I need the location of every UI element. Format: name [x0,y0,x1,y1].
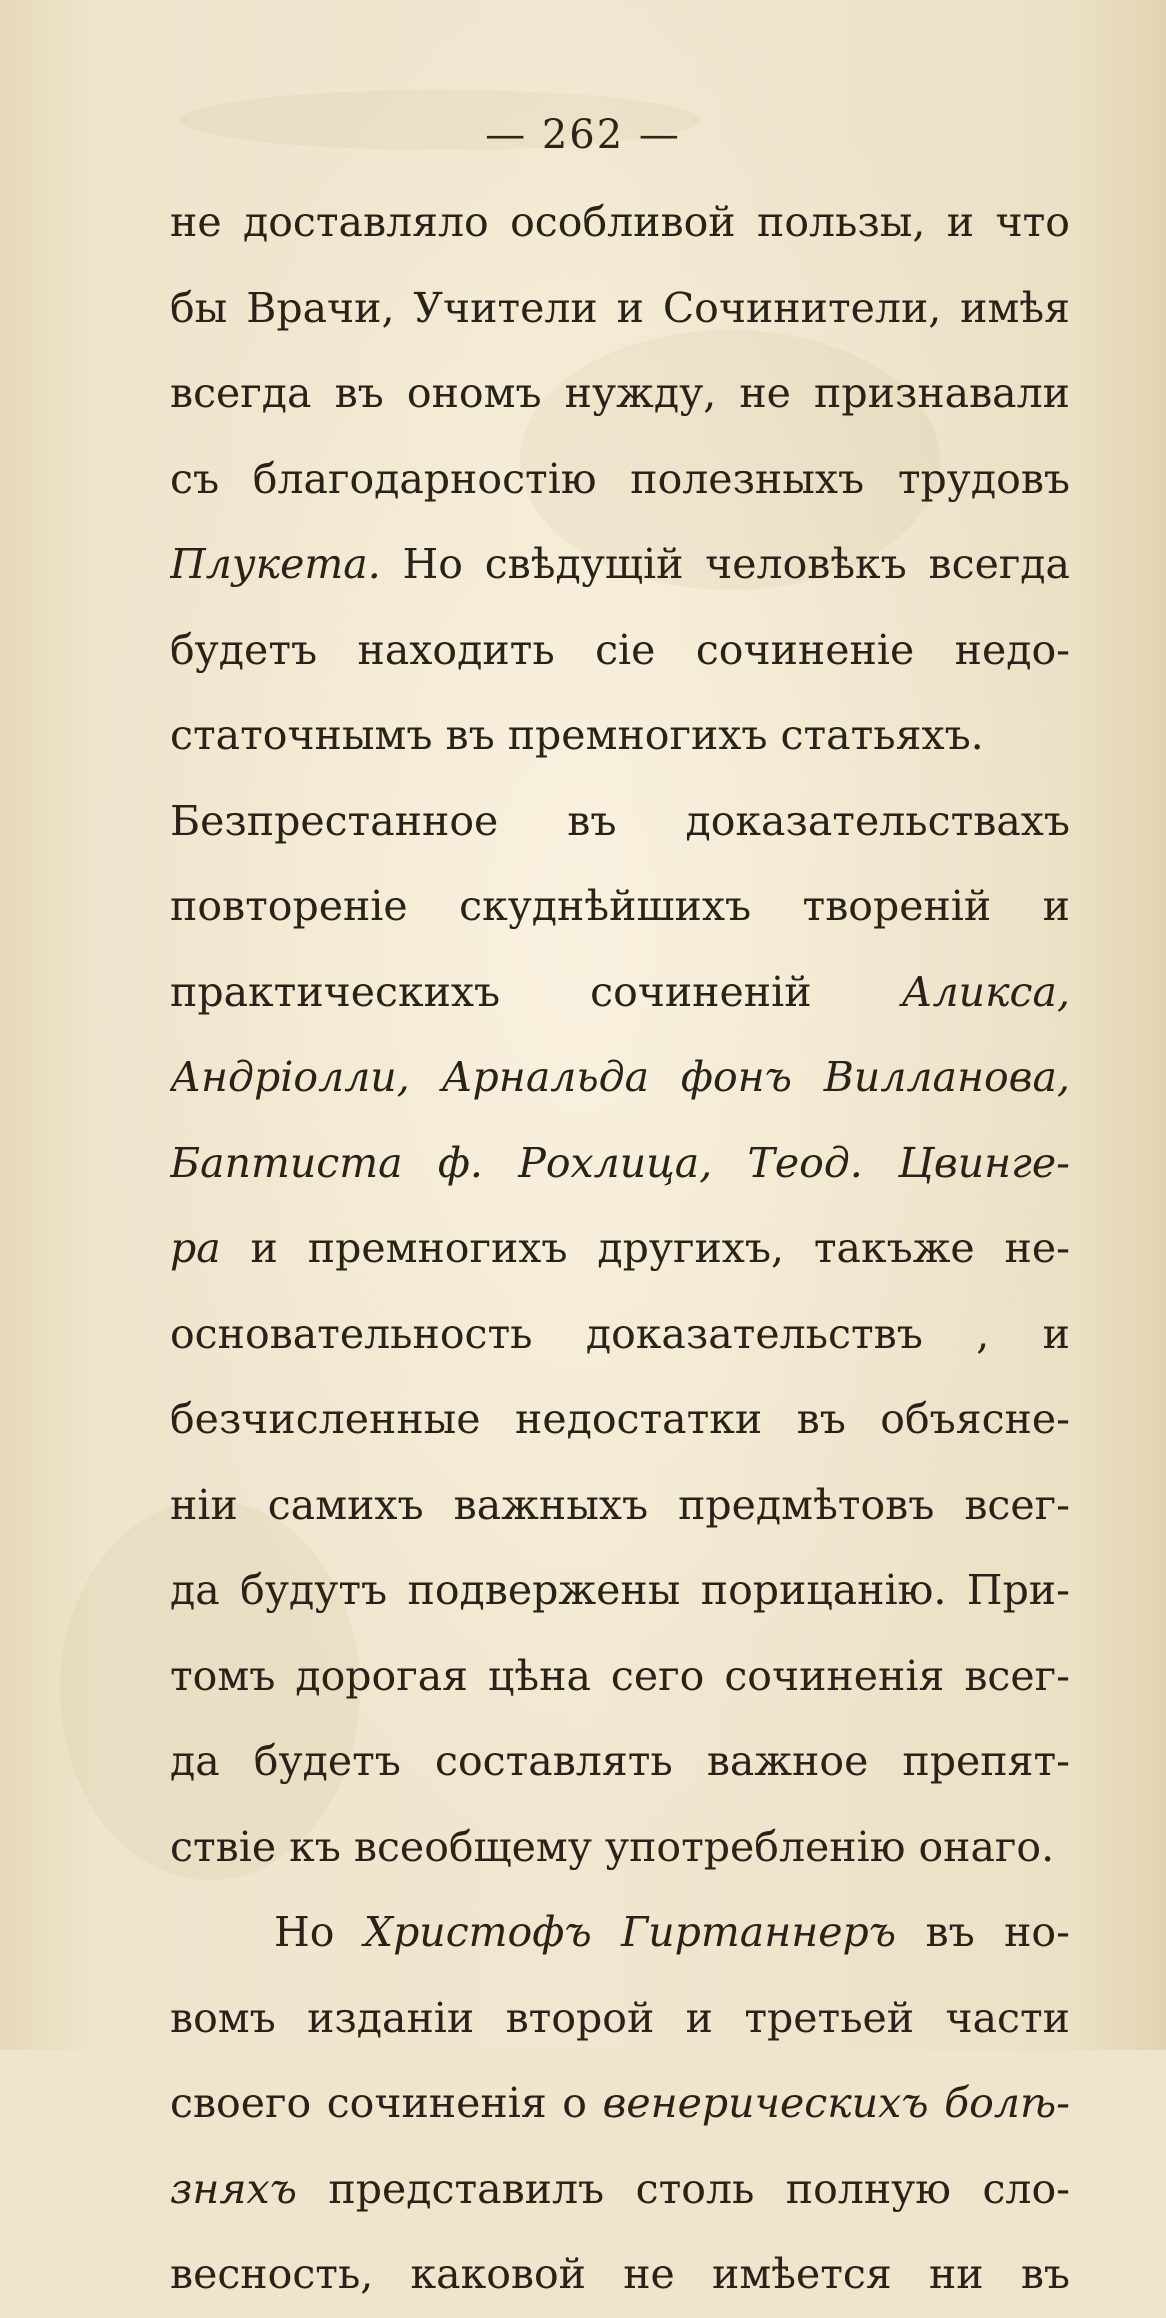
text-segment: практическихъ сочиненій [170,967,902,1016]
text-line [170,1719,1070,1805]
text-line [170,1206,1070,1292]
text-segment: безчисленные недостатки въ объясне- [170,1395,1070,1443]
text-segment: будетъ находить сіе сочиненіе недо- [170,625,1070,674]
text-line [170,1634,1070,1720]
text-segment: весность, каковой не имѣется ни въ [170,2250,1070,2298]
text-line [170,351,1070,437]
text-segment: да будетъ составлять важное препят- [170,1737,1070,1785]
text-segment: ніи самихъ важныхъ предмѣтовъ всег- [170,1480,1070,1529]
text-line [170,608,1070,694]
text-line [170,779,1070,865]
italic-text: Аликса, [901,967,1070,1016]
italic-text: Плукета. [170,540,381,588]
text-segment: томъ дорогая цѣна сего сочиненія всег- [170,1651,1070,1700]
text-line [170,1976,1070,2062]
text-segment: ствіе къ всеобщему употребленію онаго. [170,1822,1055,1871]
italic-text: Андріолли, Арнальда фонъ Вилланова, [170,1053,1070,1101]
text-line [170,1292,1070,1378]
text-segment: представилъ столь полную сло- [296,2164,1070,2213]
text-segment: Безпрестанное въ доказательствахъ [170,796,1070,845]
text-line [170,1035,1070,1121]
italic-text: Баптиста ф. Рохлица, Теод. Цвинге- [170,1138,1070,1187]
text-line [170,1548,1070,1634]
text-segment: съ благодарностію полезныхъ трудовъ [170,454,1070,503]
text-line [170,522,1070,608]
text-line [170,1463,1070,1549]
text-segment: не доставляло особливой пользы, и что [170,198,1070,246]
text-line [170,1377,1070,1463]
page-number: — 262 — [485,112,681,158]
text-line [170,2061,1070,2147]
text-segment: своего сочиненія о [170,2079,603,2127]
italic-text: зняхъ [170,2164,297,2213]
text-line [170,180,1070,266]
text-line [170,1890,1070,1976]
text-line [170,437,1070,523]
italic-text: Христофъ Гиртаннеръ [363,1908,897,1956]
text-segment: и премногихъ другихъ, такъже не- [220,1224,1070,1272]
text-segment: основательность доказательствъ , и [170,1309,1070,1358]
text-line [170,1805,1070,1891]
text-segment: вомъ изданіи второй и третьей части [170,1993,1070,2042]
text-line [170,693,1070,779]
italic-text: венерическихъ болѣ- [602,2079,1070,2127]
text-line [170,266,1070,352]
text-segment: Но [274,1908,364,1956]
text-line [170,864,1070,950]
text-line [170,950,1070,1036]
text-segment: повтореніе скуднѣйшихъ твореній и [170,882,1070,930]
body-text [170,180,1070,2318]
text-segment: бы Врачи, Учители и Сочинители, имѣя [170,283,1070,332]
text-segment: всегда въ ономъ нужду, не признавали [170,369,1070,417]
italic-text: ра [170,1224,221,1272]
text-line [170,1121,1070,1207]
text-line [170,2232,1070,2318]
text-segment: да будутъ подвержены порицанію. При- [170,1566,1070,1614]
text-segment: статочнымъ въ премногихъ статьяхъ. [170,711,984,759]
text-segment: Но свѣдущій человѣкъ всегда [380,540,1070,588]
text-segment: въ но- [896,1908,1070,1956]
text-line [170,2147,1070,2233]
